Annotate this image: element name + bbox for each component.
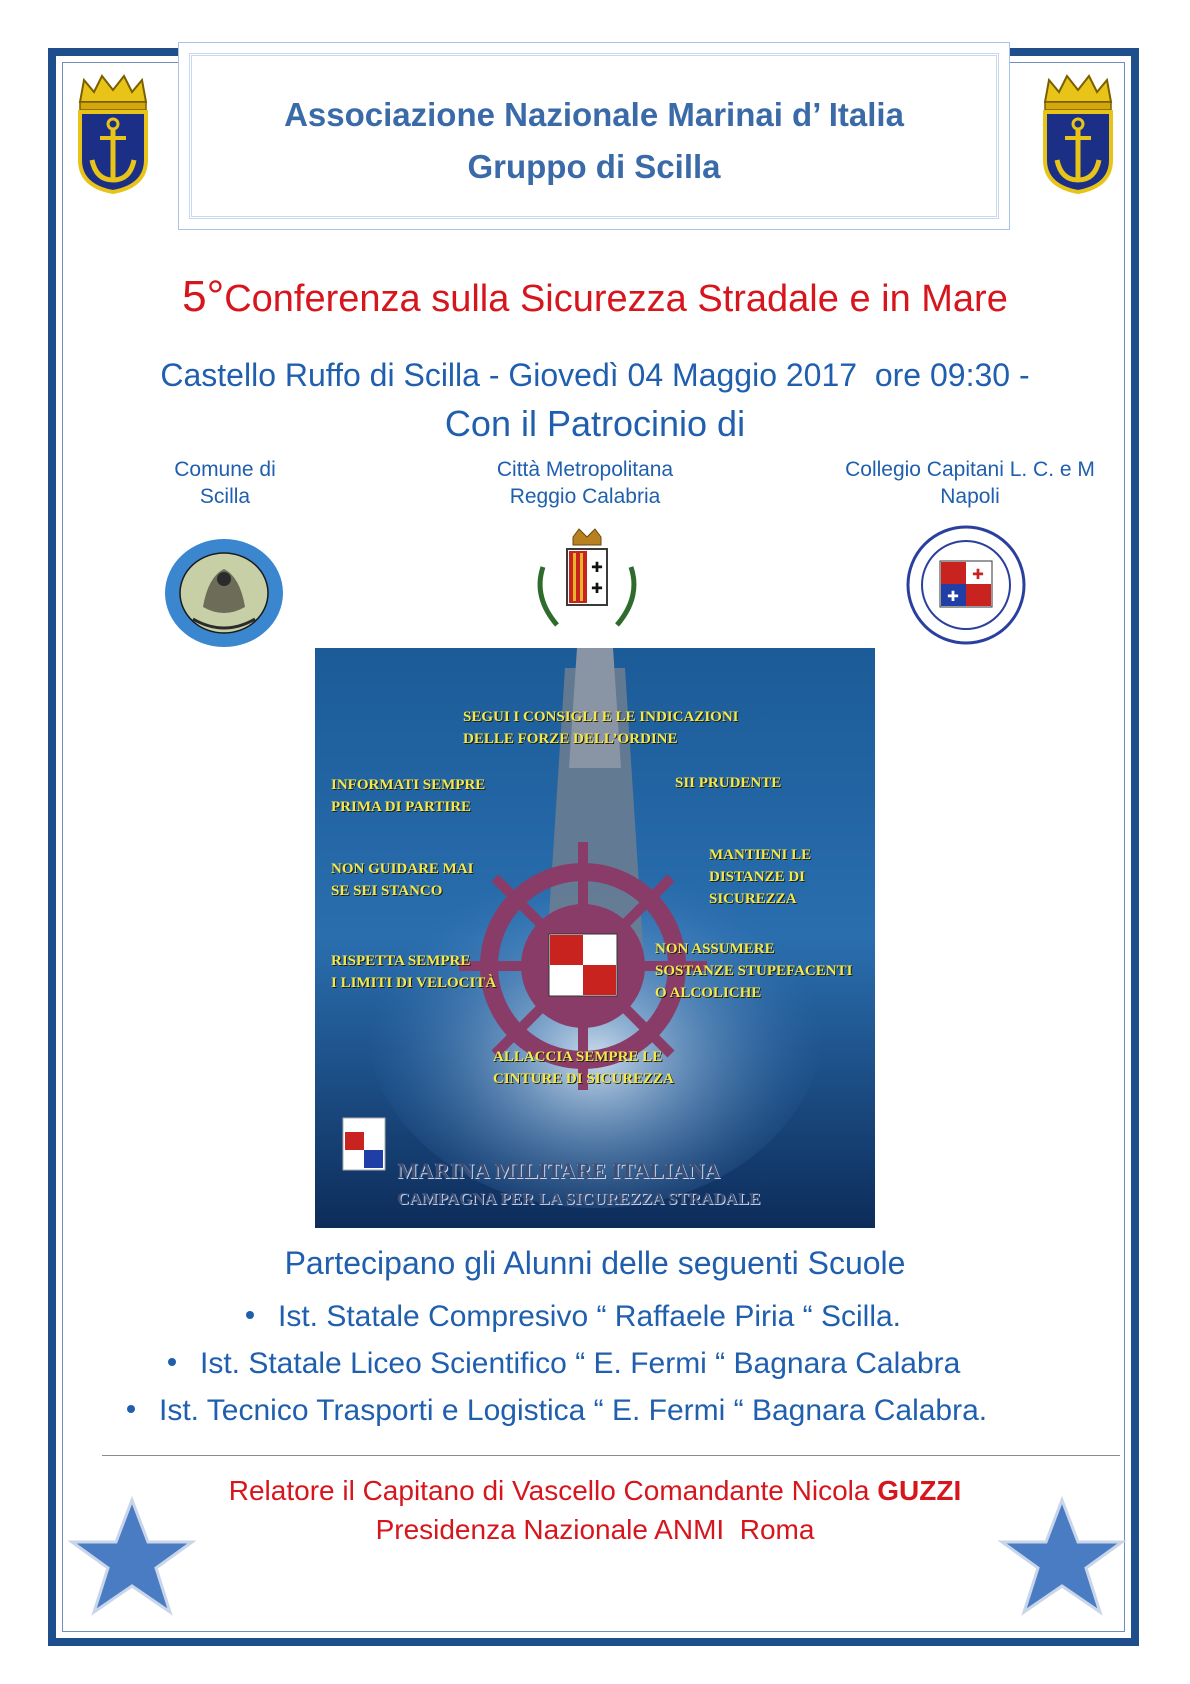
comune-scilla-seal-icon bbox=[163, 537, 285, 649]
poster-caption: SII PRUDENTE bbox=[675, 775, 782, 791]
speaker-surname: GUZZI bbox=[877, 1475, 962, 1506]
bullet-icon bbox=[168, 1358, 176, 1366]
header-title: Associazione Nazionale Marinai d’ Italia bbox=[284, 96, 904, 133]
patron-comune: Comune di Scilla bbox=[174, 458, 276, 508]
poster-caption: ALLACCIA SEMPRE LE CINTURE DI SICUREZZA bbox=[493, 1049, 674, 1087]
star-left-icon bbox=[68, 1496, 196, 1616]
svg-text:✚: ✚ bbox=[972, 567, 984, 583]
conference-number: 5° bbox=[182, 272, 225, 321]
patron-collegio-capitani: Collegio Capitani L. C. e M Napoli bbox=[845, 458, 1095, 508]
conference-title bbox=[80, 272, 1110, 322]
school-list-item: Ist. Tecnico Trasporti e Logistica “ E. Fermi “ Bagnara Calabra. bbox=[127, 1394, 987, 1428]
anchor-emblem-left-icon bbox=[72, 68, 154, 194]
poster-caption: MANTIENI LE DISTANZE DI SICUREZZA bbox=[709, 847, 812, 907]
collegio-capitani-seal-icon bbox=[905, 525, 1027, 645]
poster-caption: RISPETTA SEMPRE I LIMITI DI VELOCITÀ bbox=[331, 953, 497, 991]
svg-text:✚: ✚ bbox=[947, 589, 959, 605]
star-right-icon bbox=[998, 1496, 1126, 1616]
header-subtitle: Gruppo di Scilla bbox=[467, 148, 721, 185]
poster-caption: SEGUI I CONSIGLI E LE INDICAZIONI DELLE FORZE DELL’ORDINE bbox=[463, 709, 739, 747]
svg-text:✚: ✚ bbox=[591, 560, 603, 576]
bullet-icon bbox=[246, 1311, 254, 1319]
school-list-item: Ist. Statale Liceo Scientifico “ E. Fermi “ Bagnara Calabra bbox=[168, 1347, 960, 1381]
patron-citta-metropolitana: Città Metropolitana Reggio Calabria bbox=[496, 458, 674, 508]
citta-metropolitana-crest-icon bbox=[527, 527, 647, 635]
poster-caption: NON GUIDARE MAI SE SEI STANCO bbox=[331, 861, 474, 899]
event-date-location: Castello Ruffo di Scilla - Giovedì 04 Maggio 2017 ore 09:30 - bbox=[160, 357, 1030, 393]
anchor-emblem-right-icon bbox=[1037, 68, 1119, 194]
speaker-line: Relatore il Capitano di Vascello Comandante Nicola GUZZI bbox=[228, 1475, 962, 1506]
header-box bbox=[178, 42, 1010, 230]
divider bbox=[102, 1455, 1120, 1456]
school-list-item: Ist. Statale Compresivo “ Raffaele Piria “ Scilla. bbox=[246, 1300, 901, 1334]
poster-caption: NON ASSUMERE SOSTANZE STUPEFACENTI O ALCOLICHE bbox=[655, 941, 853, 1001]
speaker-affiliation: Presidenza Nazionale ANMI Roma bbox=[375, 1514, 815, 1545]
road-safety-campaign-poster bbox=[315, 648, 875, 1228]
poster-footer-title: MARINA MILITARE ITALIANA bbox=[397, 1158, 721, 1183]
svg-text:✚: ✚ bbox=[591, 581, 603, 597]
patronage-title: Con il Patrocinio di bbox=[444, 403, 746, 444]
conference-name: Conferenza sulla Sicurezza Stradale e in Mare bbox=[224, 278, 1008, 320]
poster-footer-subtitle: CAMPAGNA PER LA SICUREZZA STRADALE bbox=[397, 1189, 761, 1208]
poster-caption: INFORMATI SEMPRE PRIMA DI PARTIRE bbox=[331, 777, 486, 815]
schools-title: Partecipano gli Alunni delle seguenti Scuole bbox=[284, 1245, 906, 1281]
bullet-icon bbox=[127, 1405, 135, 1413]
